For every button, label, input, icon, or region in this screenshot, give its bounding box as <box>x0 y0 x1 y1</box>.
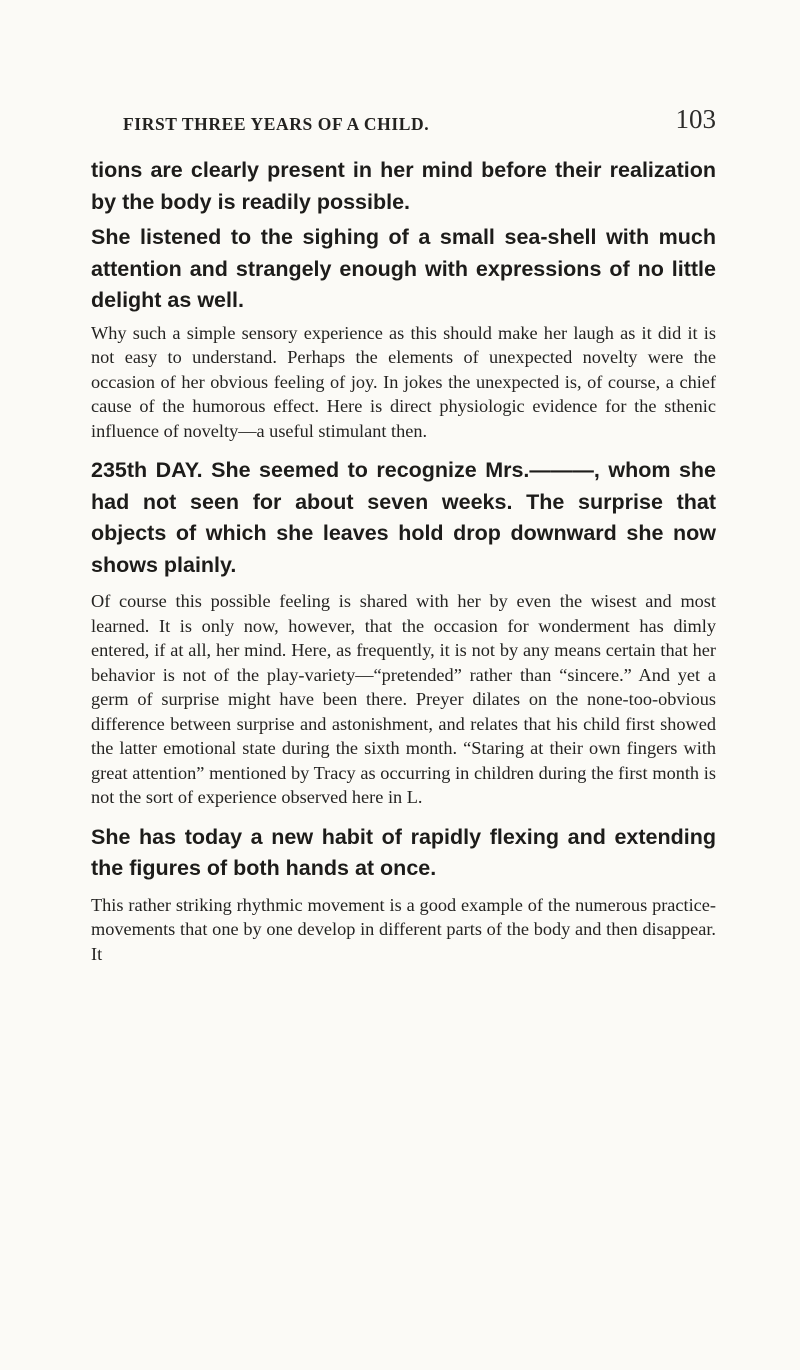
paragraph-new-habit: She has today a new habit of rapidly flexing and extending the figures of both hands at once. <box>91 824 716 880</box>
paragraph-continuation: tions are clearly present in her mind before their realization by the body is readily possible. <box>91 158 716 214</box>
paragraph-235th-day: 235th DAY. She seemed to recognize Mrs.———, whom she had not seen for about seven weeks. The surprise that objects of which she leaves hold drop downward she now shows plainly. <box>91 458 716 577</box>
paragraph-commentary-surprise: Of course this possible feeling is shared with her by even the wisest and most learned. It is only now, however, that the occasion for wonderment has dimly entered, if at all, her mind. Here, as frequently, it is not by any means certain that her behavior is not of the play-variety—“pretended” rather than “sincere.” And yet a germ of surprise might have been there. Preyer dilates on the none-too-obvious difference between surprise and astonishment, and relates that his child first showed the latter emotional state during the sixth month. “Staring at their own fingers with great attention” mentioned by Tracy as occurring in children during the first month is not the sort of experience observed here in L. <box>91 591 716 807</box>
paragraph-sea-shell: She listened to the sighing of a small sea-shell with much attention and strangely enough with expressions of no little delight as well. <box>91 225 716 312</box>
paragraph-commentary-laugh: Why such a simple sensory experience as this should make her laugh as it did it is not easy to understand. Perhaps the elements of unexpected novelty were the occasion of her obvious feeling of joy. In jokes the unexpected is, of course, a chief cause of the humorous effect. Here is direct physiologic evidence for the sthenic influence of novelty—a useful stimulant then. <box>91 322 716 441</box>
running-title: FIRST THREE YEARS OF A CHILD. <box>123 114 430 134</box>
page-number: 103 <box>675 104 716 134</box>
running-head <box>91 96 716 136</box>
page-body <box>91 155 716 966</box>
paragraph-commentary-movement: This rather striking rhythmic movement is a good example of the numerous practice-movements that one by one develop in different parts of the body and then disappear. It <box>91 894 716 964</box>
